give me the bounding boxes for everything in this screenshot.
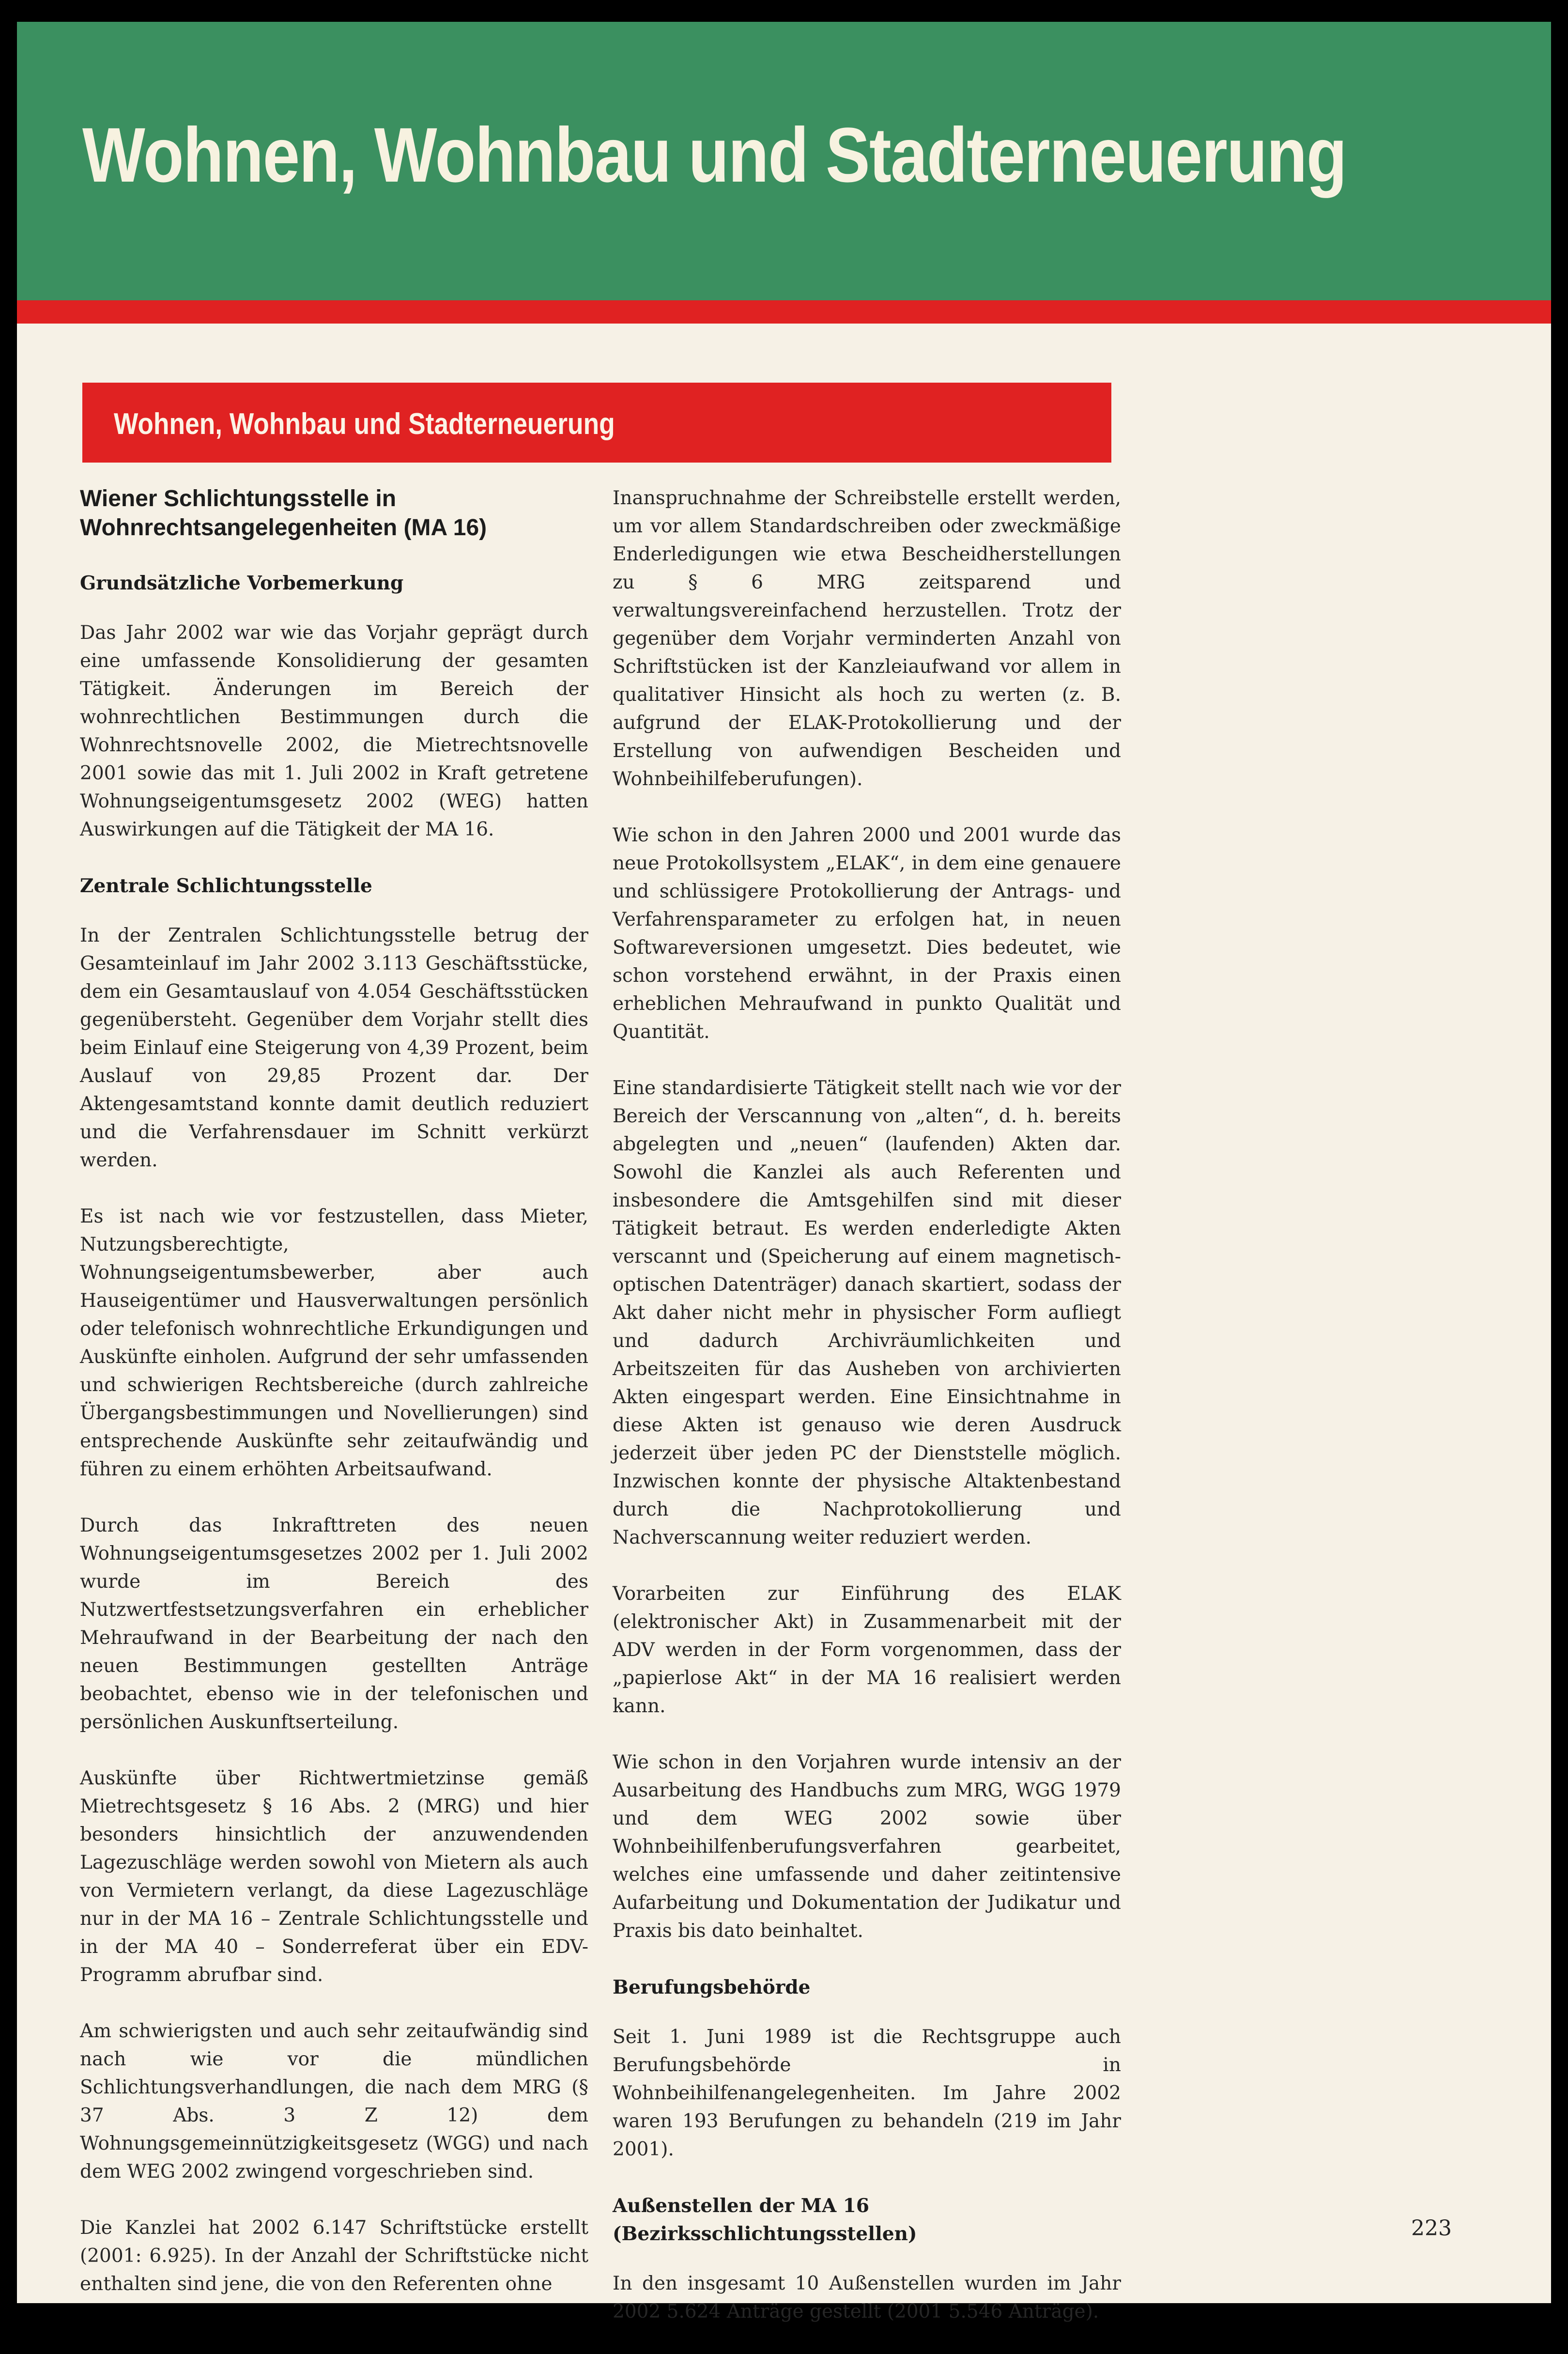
document-page (17, 22, 1551, 2323)
paragraph: Inanspruchnahme der Schreibstelle erstellt werden, um vor allem Standardschreiben oder zweckmäßige Enderledigungen wie etwa Bescheidherstellungen zu § 6 MRG zeitsparend und verwaltungsvereinfachend herzustellen. Trotz der gegenüber dem Vorjahr verminderten Anzahl von Schriftstücken ist der Kanzleiaufwand vor allem in qualitativer Hinsicht als hoch zu werten (z. B. aufgrund der ELAK-Protokollierung und der Erstellung von aufwendigen Bescheiden und Wohnbeihilfeberufungen). (613, 487, 1121, 790)
subheading-aussenstellen: Außenstellen der MA 16 (Bezirksschlichtungsstellen) (613, 2195, 917, 2245)
paragraph: In den insgesamt 10 Außenstellen wurden im Jahr 2002 5.624 Anträge gestellt (2001 5.546 Anträge). (613, 2273, 1121, 2323)
paragraph: Durch das Inkrafttreten des neuen Wohnungseigentumsgesetzes 2002 per 1. Juli 2002 wurde im Bereich des Nutzwertfestsetzungsverfahren ein erheblicher Mehraufwand in der Bearbeitung der nach den neuen Bestimmungen gestellten Anträge beobachtet, ebenso wie in der telefonischen und persönlichen Auskunftserteilung. (80, 1515, 588, 1733)
chapter-title: Wohnen, Wohnbau und Stadterneuerung (82, 111, 1347, 198)
section-title-bar (82, 383, 1111, 463)
paragraph: In der Zentralen Schlichtungsstelle betrug der Gesamteinlauf im Jahr 2002 3.113 Geschäftsstücke, dem ein Gesamtauslauf von 4.054 Geschäftsstücken gegenübersteht. Gegenüber dem Vorjahr stellt dies beim Einlauf eine Steigerung von 4,39 Prozent, beim Auslauf von 29,85 Prozent dar. Der Aktengesamtstand konnte damit deutlich reduziert und die Verfahrensdauer im Schnitt verkürzt werden. (80, 925, 588, 1171)
header-band (17, 22, 1551, 300)
left-column (80, 484, 588, 2326)
article-heading: Wiener Schlichtungsstelle in Wohnrechtsangelegenheiten (MA 16) (80, 486, 487, 541)
paragraph: Wie schon in den Vorjahren wurde intensiv an der Ausarbeitung des Handbuchs zum MRG, WGG 1979 und dem WEG 2002 sowie über Wohnbeihilfenberufungsverfahren gearbeitet, welches eine umfassende und daher zeitintensive Aufarbeitung und Dokumentation der Judikatur und Praxis bis dato beinhaltet. (613, 1751, 1121, 1942)
section-title: Wohnen, Wohnbau und Stadterneuerung (114, 407, 615, 441)
paragraph: Seit 1. Juni 1989 ist die Rechtsgruppe auch Berufungsbehörde in Wohnbeihilfenangelegenheiten. Im Jahre 2002 waren 193 Berufungen zu behandeln (219 im Jahr 2001). (613, 2026, 1121, 2160)
right-column (613, 484, 1121, 2354)
paragraph: Auskünfte über Richtwertmietzinse gemäß Mietrechtsgesetz § 16 Abs. 2 (MRG) und hier besonders hinsichtlich der anzuwendenden Lagezuschläge werden sowohl von Mietern als auch von Vermietern verlangt, da diese Lagezuschläge nur in der MA 16 – Zentrale Schlichtungsstelle und in der MA 40 – Sonderreferat über ein EDV-Programm abrufbar sind. (80, 1767, 588, 1986)
paragraph: Es ist nach wie vor festzustellen, dass Mieter, Nutzungsberechtigte, Wohnungseigentumsbewerber, aber auch Hauseigentümer und Hausverwaltungen persönlich oder telefonisch wohnrechtliche Erkundigungen und Auskünfte einholen. Aufgrund der sehr umfassenden und schwierigen Rechtsbereiche (durch zahlreiche Übergangsbestimmungen und Novellierungen) sind entsprechende Auskünfte sehr zeitaufwändig und führen zu einem erhöhten Arbeitsaufwand. (80, 1206, 588, 1480)
paragraph: Wie schon in den Jahren 2000 und 2001 wurde das neue Protokollsystem „ELAK“, in dem eine genauere und schlüssigere Protokollierung der Antrags- und Verfahrensparameter zu erfolgen hat, in neuen Softwareversionen umgesetzt. Dies bedeutet, wie schon vorstehend erwähnt, in der Praxis einen erheblichen Mehraufwand in punkto Qualität und Quantität. (613, 824, 1121, 1043)
header-accent-stripe (17, 300, 1551, 324)
paragraph: Die Kanzlei hat 2002 6.147 Schriftstücke erstellt (2001: 6.925). In der Anzahl der Schriftstücke nicht enthalten sind jene, die von den Referenten ohne (80, 2217, 588, 2295)
subheading-zentrale: Zentrale Schlichtungsstelle (80, 875, 372, 897)
paragraph: Das Jahr 2002 war wie das Vorjahr geprägt durch eine umfassende Konsolidierung der gesamten Tätigkeit. Änderungen im Bereich der wohnrechtlichen Bestimmungen durch die Wohnrechtsnovelle 2002, die Mietrechtsnovelle 2001 sowie das mit 1. Juli 2002 in Kraft getretene Wohnungseigentumsgesetz 2002 (WEG) hatten Auswirkungen auf die Tätigkeit der MA 16. (80, 622, 588, 840)
paragraph: Am schwierigsten und auch sehr zeitaufwändig sind nach wie vor die mündlichen Schlichtungsverhandlungen, die nach dem MRG (§ 37 Abs. 3 Z 12) dem Wohnungsgemeinnützigkeitsgesetz (WGG) und nach dem WEG 2002 zwingend vorgeschrieben sind. (80, 2020, 588, 2183)
paragraph: Eine standardisierte Tätigkeit stellt nach wie vor der Bereich der Verscannung von „alten“, d. h. bereits abgelegten und „neuen“ (laufenden) Akten dar. Sowohl die Kanzlei als auch Referenten und insbesondere die Amtsgehilfen sind mit dieser Tätigkeit betraut. Es werden enderledigte Akten verscannt und (Speicherung auf einem magnetisch-optischen Datenträger) danach skartiert, sodass der Akt daher nicht mehr in physischer Form aufliegt und dadurch Archivräumlichkeiten und Arbeitszeiten für das Ausheben von archivierten Akten eingespart werden. Eine Einsichtnahme in diese Akten ist genauso wie deren Ausdruck jederzeit über jeden PC der Dienststelle möglich. Inzwischen konnte der physische Altaktenbestand durch die Nachprotokollierung und Nachverscannung weiter reduziert werden. (613, 1077, 1121, 1549)
subheading-berufungsbehoerde: Berufungsbehörde (613, 1976, 811, 1998)
page-number: 223 (1411, 2216, 1452, 2241)
subheading-vorbemerkung: Grundsätzliche Vorbemerkung (80, 572, 404, 594)
paragraph: Vorarbeiten zur Einführung des ELAK (elektronischer Akt) in Zusammenarbeit mit der ADV werden in der Form vorgenommen, dass der „papierlose Akt“ in der MA 16 realisiert werden kann. (613, 1583, 1121, 1717)
